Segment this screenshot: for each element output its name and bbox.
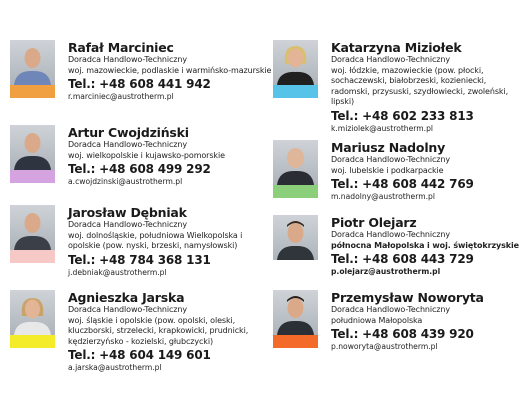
contact-region: woj. wielkopolskie i kujawsko-pomorskie — [68, 150, 225, 160]
contact-region: północna Małopolska i woj. świętokrzyskie — [331, 240, 519, 250]
contact-name: Przemysław Noworyta — [331, 290, 484, 305]
contact-email[interactable]: p.olejarz@austrotherm.pl — [331, 267, 441, 276]
contact-phone[interactable]: Tel.: +48 608 499 292 — [68, 162, 211, 176]
contact-region: woj. lubelskie i podkarpackie — [331, 165, 444, 175]
contact-role: Doradca Handlowo-Techniczny — [68, 305, 188, 314]
contact-role: Doradca Handlowo-Techniczny — [331, 230, 451, 239]
contact-card — [273, 290, 513, 380]
contact-name: Agnieszka Jarska — [68, 290, 185, 305]
contact-card — [273, 40, 513, 133]
contact-phone[interactable]: Tel.: +48 608 442 769 — [331, 177, 474, 191]
color-stripe — [273, 260, 318, 273]
avatar — [10, 40, 55, 85]
color-stripe — [10, 85, 55, 98]
contact-name: Mariusz Nadolny — [331, 140, 446, 155]
contact-name: Artur Cwojdziński — [68, 125, 189, 140]
contact-email[interactable]: a.jarska@austrotherm.pl — [68, 363, 162, 372]
avatar — [10, 290, 55, 335]
contact-card — [10, 40, 272, 130]
contact-region: woj. mazowieckie, podlaskie i warmińsko-mazurskie — [68, 65, 272, 75]
contact-phone[interactable]: Tel.: +48 608 439 920 — [331, 327, 474, 341]
contact-phone[interactable]: Tel.: +48 608 443 729 — [331, 252, 474, 266]
contact-email[interactable]: a.cwojdzinski@austrotherm.pl — [68, 177, 183, 186]
contact-card — [10, 125, 250, 215]
color-stripe — [273, 335, 318, 348]
contact-phone[interactable]: Tel.: +48 602 233 813 — [331, 108, 474, 123]
color-stripe — [10, 170, 55, 183]
contact-region: woj. śląskie i opolskie (pow. opolski, oleski, kluczborski, strzelecki, krapkowicki, prudnicki, kędzierzyńsko - kozielski, głubczycki) — [68, 315, 249, 346]
contact-card — [10, 205, 250, 295]
contact-region: woj. łódzkie, mazowieckie (pow. płocki, sochaczewski, białobrzeski, kozieniecki, radomski, przysuski, szydłowiecki, zwoleński, lipski) — [331, 65, 509, 106]
contact-card — [10, 290, 250, 380]
avatar — [273, 140, 318, 185]
avatar — [10, 205, 55, 250]
avatar — [10, 125, 55, 170]
contact-email[interactable]: j.debniak@austrotherm.pl — [68, 267, 167, 277]
contact-name: Katarzyna Miziołek — [331, 40, 462, 55]
contact-name: Rafał Marciniec — [68, 40, 174, 55]
avatar-shirt — [14, 71, 51, 85]
contact-role: Doradca Handlowo-Techniczny — [68, 220, 188, 229]
contact-name: Piotr Olejarz — [331, 215, 417, 230]
contact-email[interactable]: m.nadolny@austrotherm.pl — [331, 192, 435, 201]
contact-role: Doradca Handlowo-Techniczny — [68, 140, 188, 149]
color-stripe — [10, 250, 55, 263]
contact-name: Jarosław Dębniak — [68, 205, 187, 220]
contact-email[interactable]: r.marciniec@austrotherm.pl — [68, 92, 174, 101]
contact-phone[interactable]: Tel.: +48 608 441 942 — [68, 77, 211, 91]
contact-email[interactable]: p.noworyta@austrotherm.pl — [331, 342, 438, 351]
contact-role: Doradca Handlowo-Techniczny — [331, 305, 451, 314]
color-stripe — [273, 85, 318, 98]
contact-role: Doradca Handlowo-Techniczny — [331, 155, 451, 164]
avatar — [273, 290, 318, 335]
color-stripe — [10, 335, 55, 348]
color-stripe — [273, 185, 318, 198]
avatar — [273, 215, 318, 260]
contact-region: woj. dolnośląskie, południowa Wielkopolska i opolskie (pow. nyski, brzeski, namysłowski) — [68, 230, 243, 250]
contact-role: Doradca Handlowo-Techniczny — [331, 55, 451, 64]
contact-phone[interactable]: Tel.: +48 784 368 131 — [68, 252, 211, 267]
contact-phone[interactable]: Tel.: +48 604 149 601 — [68, 348, 211, 362]
avatar — [273, 40, 318, 85]
contact-region: południowa Małopolska — [331, 315, 423, 325]
contact-role: Doradca Handlowo-Techniczny — [68, 55, 188, 64]
contact-email[interactable]: k.miziolek@austrotherm.pl — [331, 123, 434, 133]
